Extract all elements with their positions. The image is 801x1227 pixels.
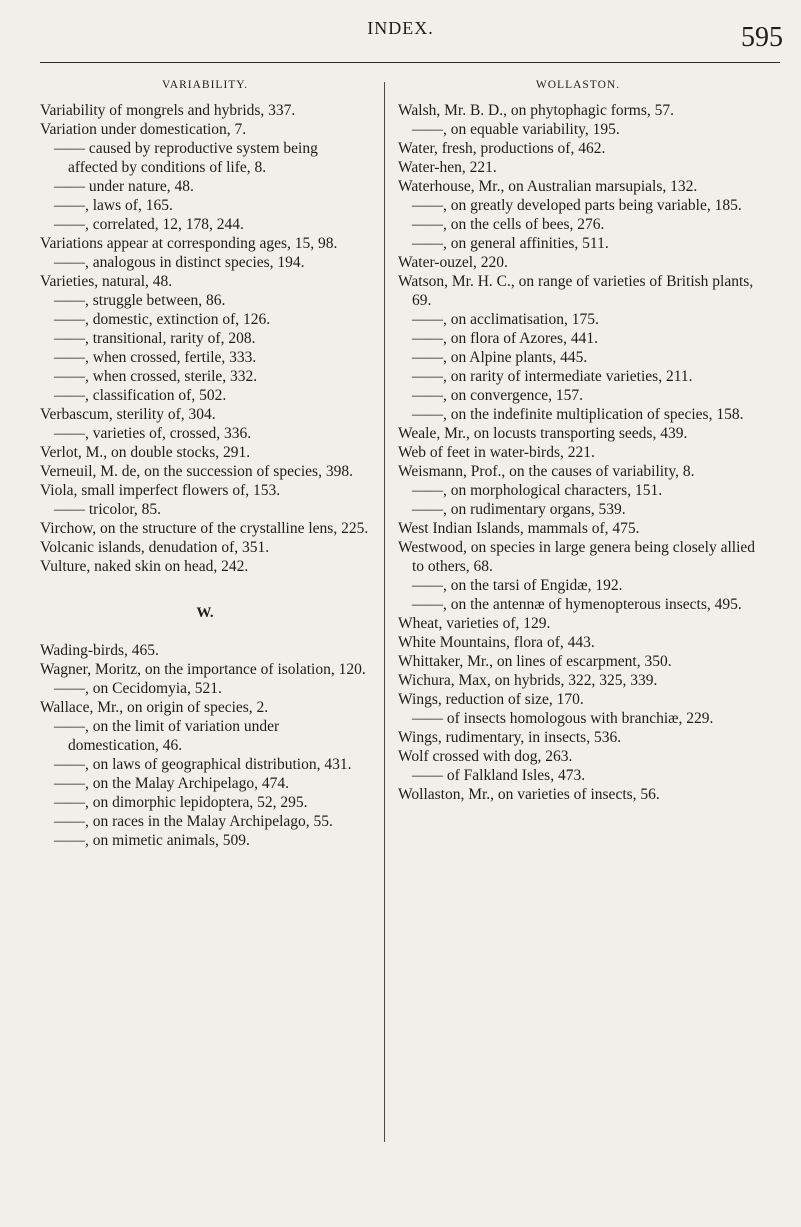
index-entry: Wings, reduction of size, 170.	[398, 691, 584, 708]
index-entry: ——, domestic, extinction of, 126.	[54, 311, 271, 328]
page-number: 595	[741, 22, 783, 53]
index-entry: Volcanic islands, denudation of, 351.	[40, 539, 270, 556]
index-entry: ——, on mimetic animals, 509.	[54, 832, 250, 849]
index-entry: White Mountains, flora of, 443.	[398, 634, 595, 651]
v-entries	[40, 101, 370, 576]
index-entry: ——, on the limit of variation under domestication, 46.	[54, 718, 280, 754]
index-entry: ——, when crossed, sterile, 332.	[54, 368, 258, 385]
index-entry: ——, on Alpine plants, 445.	[412, 349, 588, 366]
right-running-head: WOLLASTON.	[535, 79, 621, 91]
w-entries	[40, 641, 370, 850]
index-entry: Wings, rudimentary, in insects, 536.	[398, 729, 622, 746]
index-entry: Watson, Mr. H. C., on range of varieties of British plants, 69.	[398, 273, 754, 309]
index-entry: Wollaston, Mr., on varieties of insects, 56.	[398, 786, 660, 803]
index-entry: ——, on laws of geographical distribution, 431.	[54, 756, 352, 773]
index-entry: —— of insects homologous with branchiæ, 229.	[412, 710, 714, 727]
index-entry: Walsh, Mr. B. D., on phytophagic forms, 57.	[398, 102, 675, 119]
index-entry: Web of feet in water-birds, 221.	[398, 444, 595, 461]
index-entry: Wichura, Max, on hybrids, 322, 325, 339.	[398, 672, 658, 689]
index-entry: ——, classification of, 502.	[54, 387, 227, 404]
index-entry: ——, on acclimatisation, 175.	[412, 311, 599, 328]
index-entry: Verneuil, M. de, on the succession of species, 398.	[40, 463, 353, 480]
index-entry: Wolf crossed with dog, 263.	[398, 748, 573, 765]
index-entry: —— under nature, 48.	[54, 178, 194, 195]
index-entry: —— caused by reproductive system being affected by conditions of life, 8.	[54, 140, 318, 176]
left-running-head: VARIABILITY.	[161, 79, 248, 91]
index-entry: ——, transitional, rarity of, 208.	[54, 330, 256, 347]
index-entry: ——, on the tarsi of Engidæ, 192.	[412, 577, 623, 594]
index-entry: Water, fresh, productions of, 462.	[398, 140, 606, 157]
index-entry: Variations appear at corresponding ages, 15, 98.	[40, 235, 338, 252]
section-letter-w: W.	[196, 605, 214, 621]
index-entry: ——, on rarity of intermediate varieties, 211.	[412, 368, 693, 385]
index-title: INDEX.	[367, 18, 434, 38]
index-entry: Waterhouse, Mr., on Australian marsupials, 132.	[398, 178, 698, 195]
index-entry: ——, struggle between, 86.	[54, 292, 226, 309]
index-entry: Wagner, Moritz, on the importance of isolation, 120.	[40, 661, 366, 678]
index-entry: Variation under domestication, 7.	[40, 121, 247, 138]
index-entry: Weismann, Prof., on the causes of variability, 8.	[398, 463, 695, 480]
index-entry: Vulture, naked skin on head, 242.	[40, 558, 249, 575]
index-entry: Varieties, natural, 48.	[40, 273, 173, 290]
index-entry: ——, on the Malay Archipelago, 474.	[54, 775, 290, 792]
index-entry: Viola, small imperfect flowers of, 153.	[40, 482, 281, 499]
index-entry: Weale, Mr., on locusts transporting seeds, 439.	[398, 425, 688, 442]
column-divider	[384, 82, 385, 1142]
index-entry: Westwood, on species in large genera being closely allied to others, 68.	[398, 539, 756, 575]
right-entries	[398, 101, 758, 804]
index-entry: ——, on equable variability, 195.	[412, 121, 620, 138]
index-entry: Verbascum, sterility of, 304.	[40, 406, 216, 423]
left-column	[40, 70, 370, 850]
index-entry: ——, on rudimentary organs, 539.	[412, 501, 626, 518]
index-entry: ——, on the antennæ of hymenopterous insects, 495.	[412, 596, 742, 613]
index-entry: —— tricolor, 85.	[54, 501, 162, 518]
index-entry: ——, on morphological characters, 151.	[412, 482, 663, 499]
index-entry: Water-ouzel, 220.	[398, 254, 508, 271]
index-entry: ——, on the cells of bees, 276.	[412, 216, 605, 233]
index-entry: Virchow, on the structure of the crystalline lens, 225.	[40, 520, 369, 537]
index-entry: ——, analogous in distinct species, 194.	[54, 254, 305, 271]
index-entry: West Indian Islands, mammals of, 475.	[398, 520, 640, 537]
index-entry: ——, laws of, 165.	[54, 197, 173, 214]
index-entry: ——, on races in the Malay Archipelago, 55.	[54, 813, 333, 830]
index-entry: ——, on greatly developed parts being variable, 185.	[412, 197, 742, 214]
index-entry: ——, on convergence, 157.	[412, 387, 584, 404]
index-entry: Variability of mongrels and hybrids, 337.	[40, 102, 296, 119]
right-column	[398, 70, 758, 804]
index-entry: Wheat, varieties of, 129.	[398, 615, 551, 632]
index-entry: ——, on the indefinite multiplication of species, 158.	[412, 406, 744, 423]
index-entry: ——, on dimorphic lepidoptera, 52, 295.	[54, 794, 308, 811]
index-entry: ——, when crossed, fertile, 333.	[54, 349, 257, 366]
index-entry: Whittaker, Mr., on lines of escarpment, 350.	[398, 653, 672, 670]
index-entry: ——, varieties of, crossed, 336.	[54, 425, 252, 442]
index-entry: Water-hen, 221.	[398, 159, 497, 176]
index-entry: ——, on general affinities, 511.	[412, 235, 609, 252]
index-entry: Wallace, Mr., on origin of species, 2.	[40, 699, 269, 716]
index-entry: ——, on Cecidomyia, 521.	[54, 680, 222, 697]
index-entry: ——, correlated, 12, 178, 244.	[54, 216, 244, 233]
index-entry: ——, on flora of Azores, 441.	[412, 330, 598, 347]
index-entry: Verlot, M., on double stocks, 291.	[40, 444, 251, 461]
index-entry: —— of Falkland Isles, 473.	[412, 767, 586, 784]
index-entry: Wading-birds, 465.	[40, 642, 159, 659]
header-rule	[40, 62, 780, 63]
